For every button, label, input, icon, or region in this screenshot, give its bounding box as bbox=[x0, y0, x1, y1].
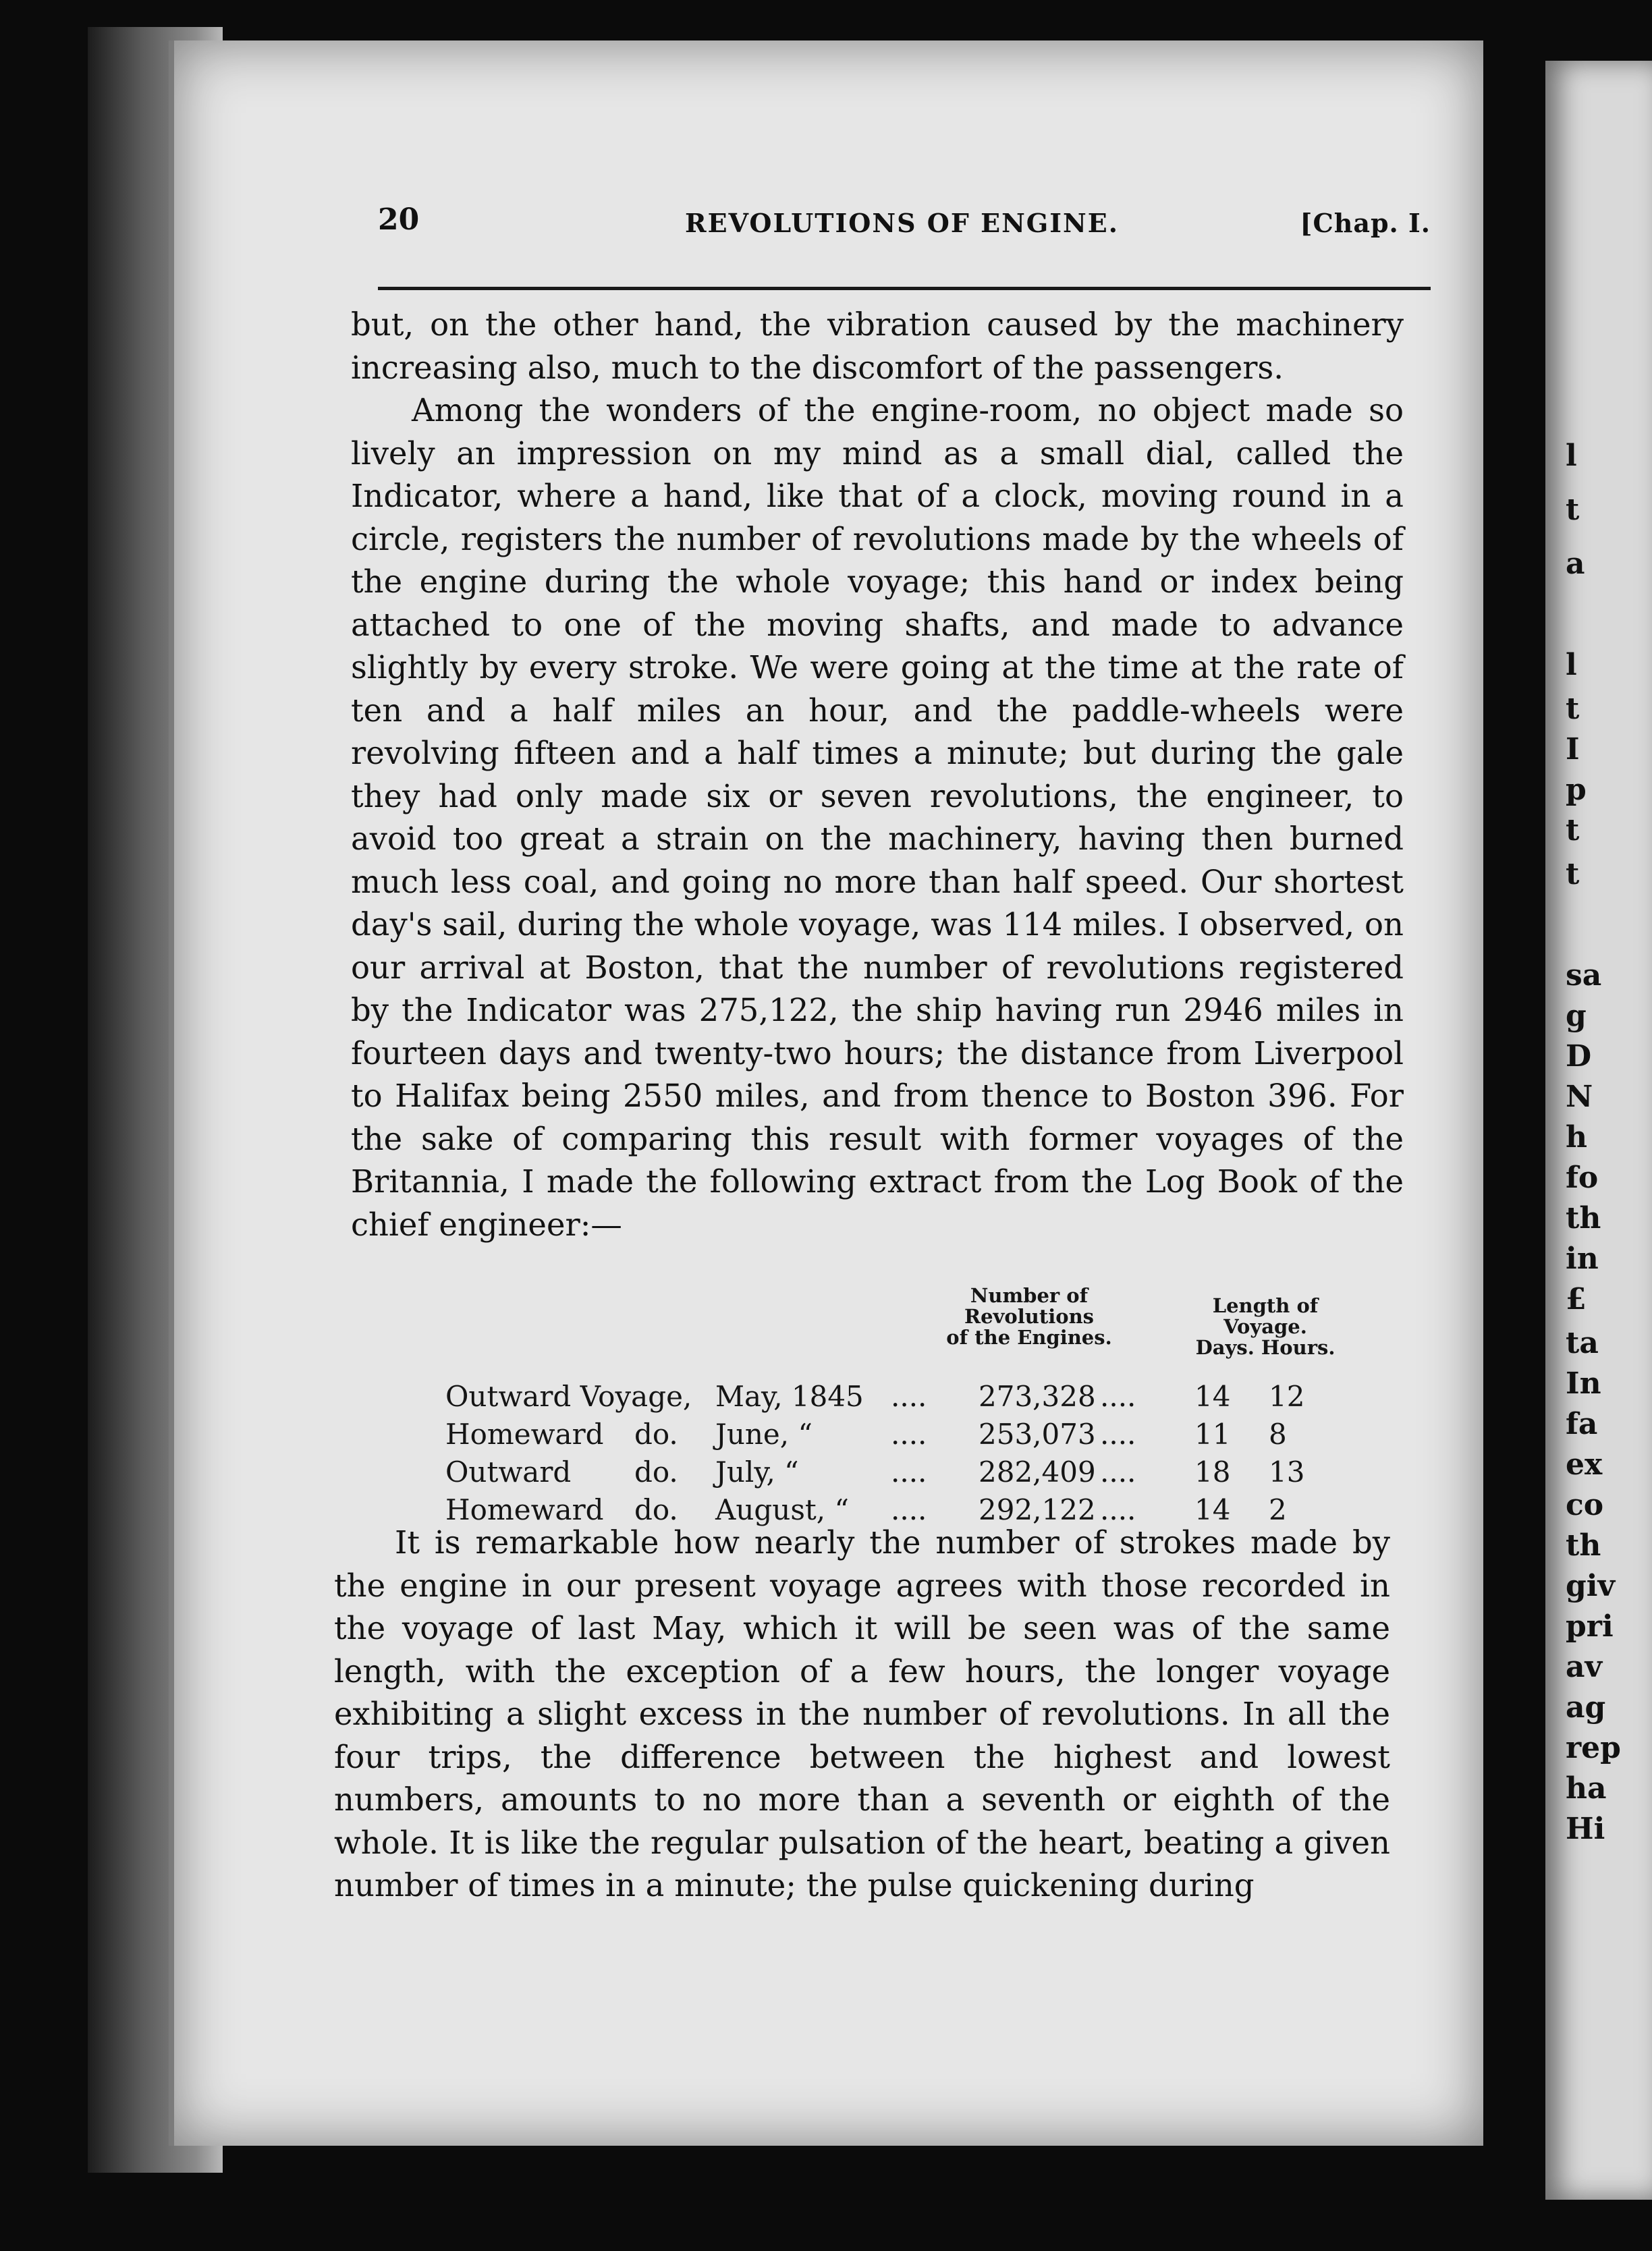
running-title: REVOLUTIONS OF ENGINE. bbox=[685, 208, 1119, 238]
table-row: Homeward do. June, “ .... 253,073 .... 11 8 bbox=[445, 1418, 1287, 1451]
paragraph-strokes: It is remarkable how nearly the number of strokes made by the engine in our present voyage agrees with those recorded in the voyage of last May, which it will be seen was of the same length, with the exception of a few hours, the longer voyage exhibiting a slight excess in the number of revolutions. In all the four trips, the difference between the highest and lowest numbers, amounts to no more than a seventh or eighth of the whole. It is like the regular pulsation of the heart, beating a given number of times in a minute; the pulse quickening during bbox=[334, 1524, 1390, 1903]
table-row: Outward do. July, “ .... 282,409 .... 18 13 bbox=[445, 1455, 1305, 1489]
running-header bbox=[378, 202, 1431, 250]
table-row: Homeward do. August, “ .... 292,122 .... 14 2 bbox=[445, 1493, 1287, 1526]
column-header-revolutions: Number of Revolutions of the Engines. bbox=[946, 1284, 1112, 1349]
chapter-label: [Chap. I. bbox=[1300, 208, 1431, 238]
body-text bbox=[351, 304, 1404, 1246]
header-rule bbox=[378, 287, 1431, 290]
facing-page-fragment: l t a l t I p t t sa g D N h fo th in £ ta In fa ex co th giv pri av ag rep ha Hi bbox=[1545, 61, 1652, 2200]
column-header-length: Length of Voyage. Days. Hours. bbox=[1195, 1294, 1336, 1359]
log-book-table bbox=[445, 1285, 1363, 1528]
table-row: Outward Voyage, May, 1845 .... 273,328 .... 14 12 bbox=[445, 1380, 1305, 1413]
closing-text bbox=[334, 1522, 1390, 1908]
paragraph-continued: but, on the other hand, the vibration caused by the machinery increasing also, much to the discomfort of the passengers. bbox=[351, 306, 1404, 386]
page-number: 20 bbox=[378, 202, 420, 237]
paragraph-indicator: Among the wonders of the engine-room, no object made so lively an impression on my mind as a small dial, called the Indicator, where a hand, like that of a clock, moving round in a circle, registers the number of revolutions made by the wheels of the engine during the whole voyage; this hand or index being attached to one of the moving shafts, and made to advance slightly by every stroke. We were going at the time at the rate of ten and a half miles an hour, and the paddle-wheels were revolving fifteen and a half times a minute; but during the gale they had only made six or seven revolutions, the engineer, to avoid too great a strain on the machinery, having then burned much less coal, and going no more than half speed. Our shortest day's sail, during the whole voyage, was 114 miles. I observed, on our arrival at Boston, that the number of revolutions registered by the Indicator was 275,122, the ship having run 2946 miles in fourteen days and twenty-two hours; the distance from Liverpool to Halifax being 2550 miles, and from thence to Boston 396. For the sake of comparing this result with former voyages of the Britannia, I made the following extract from the Log Book of the chief engineer:— bbox=[351, 392, 1404, 1243]
